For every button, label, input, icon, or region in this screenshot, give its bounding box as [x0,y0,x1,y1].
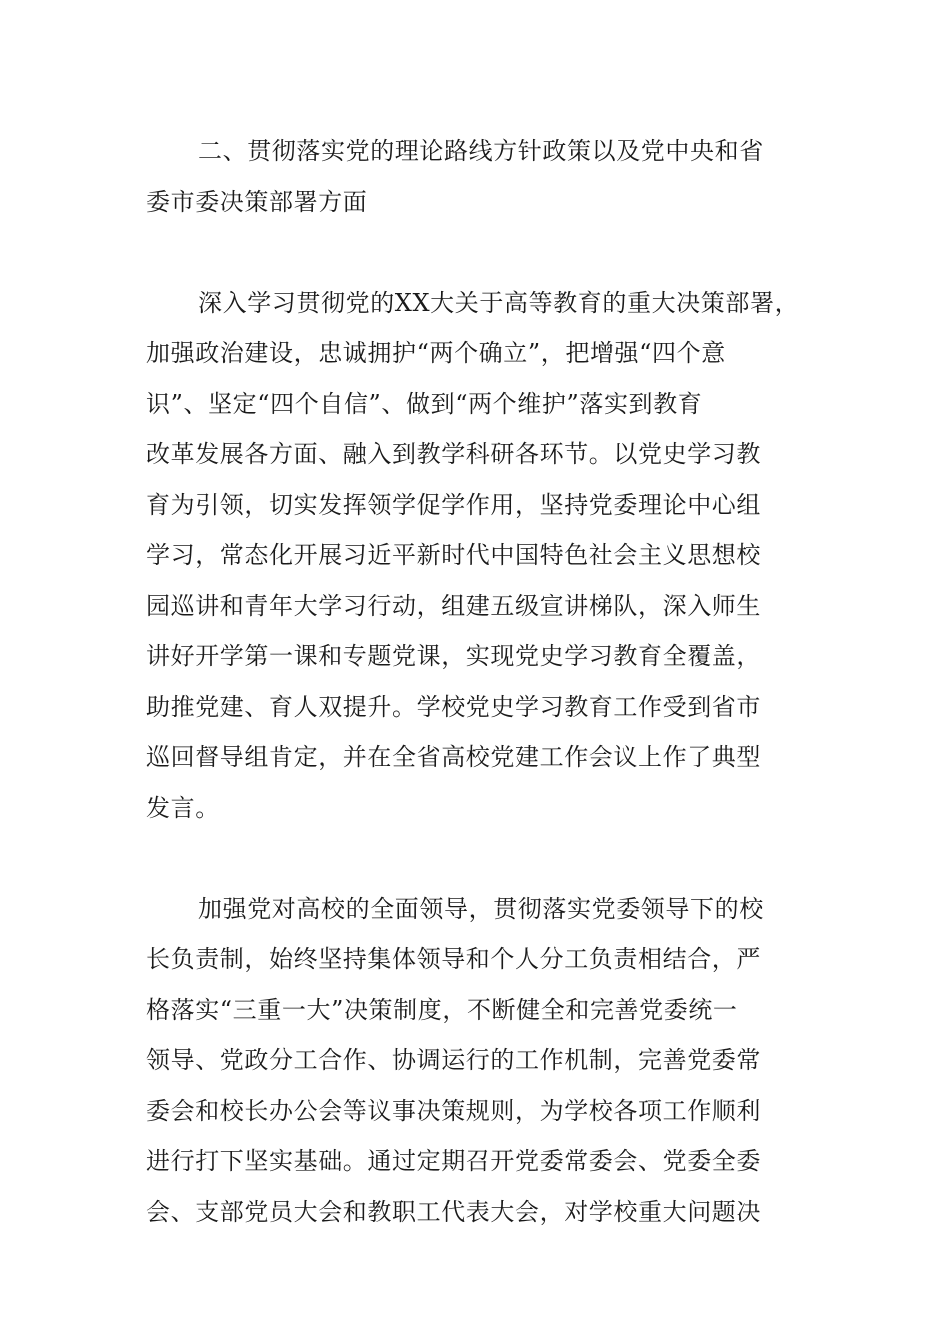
paragraph1-line: 识”、坚定“四个自信”、做到“两个维护”落实到教育 [146,389,703,418]
paragraph1-line: 巡回督导组肯定，并在全省高校党建工作会议上作了典型 [146,743,761,771]
paragraph2-line: 格落实“三重一大”决策制度，不断健全和完善党委统一 [146,995,738,1024]
paragraph1-line: 改革发展各方面、融入到教学科研各环节。以党史学习教 [146,440,761,468]
section-heading-line-1: 二、贯彻落实党的理论路线方针政策以及党中央和省 [198,137,764,165]
paragraph2-line: 加强党对高校的全面领导，贯彻落实党委领导下的校 [198,894,764,923]
paragraph1-line: 发言。 [146,793,220,822]
paragraph2-line: 进行打下坚实基础。通过定期召开党委常委会、党委全委 [146,1147,761,1175]
paragraph2-line: 领导、党政分工合作、协调运行的工作机制，完善党委常 [146,1046,761,1074]
paragraph-gap [146,227,786,278]
paragraph1-line: 讲好开学第一课和专题党课，实现党史学习教育全覆盖， [146,642,761,670]
paragraph1-line: 加强政治建设，忠诚拥护“两个确立”，把增强“四个意 [146,339,726,367]
paragraph2-line: 委会和校长办公会等议事决策规则，为学校各项工作顺利 [146,1096,761,1125]
paragraph1-line: 深入学习贯彻党的XX大关于高等教育的重大决策部署， [198,288,800,317]
paragraph2-line: 会、支部党员大会和教职工代表大会，对学校重大问题决 [146,1197,761,1226]
paragraph2-line: 长负责制，始终坚持集体领导和个人分工负责相结合，严 [146,945,761,973]
section-heading-line-2: 委市委决策部署方面 [146,187,368,216]
paragraph1-line: 助推党建、育人双提升。学校党史学习教育工作受到省市 [146,692,761,721]
paragraph-gap [146,833,786,884]
paragraph1-line: 学习，常态化开展习近平新时代中国特色社会主义思想校 [146,541,761,569]
document-body [146,126,800,1237]
paragraph1-line: 育为引领，切实发挥领学促学作用，坚持党委理论中心组 [146,490,761,519]
paragraph1-line: 园巡讲和青年大学习行动，组建五级宣讲梯队，深入师生 [146,591,761,620]
